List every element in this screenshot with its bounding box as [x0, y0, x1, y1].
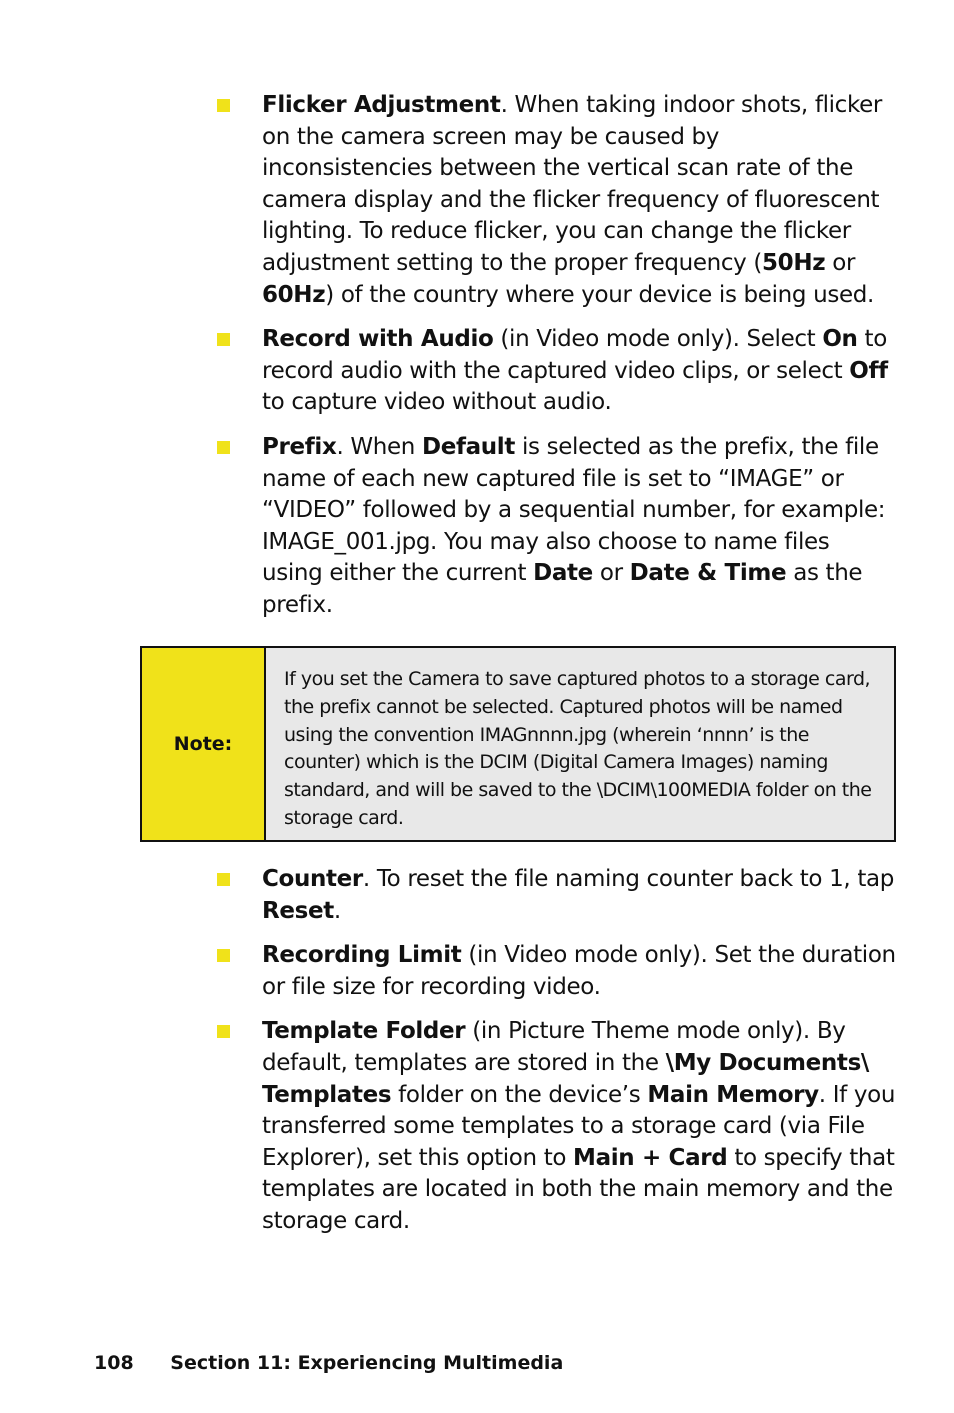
square-bullet-icon	[217, 949, 230, 962]
text-run: or	[825, 249, 856, 276]
text-run: (in Video mode only). Select	[493, 326, 823, 353]
note-label-cell	[142, 648, 266, 840]
bullet-item-text	[262, 1018, 895, 1234]
bullet-item-text	[262, 866, 894, 924]
bold-term: Main + Card	[573, 1144, 728, 1171]
bold-term: Template Folder	[262, 1018, 466, 1045]
square-bullet-icon	[217, 333, 230, 346]
text-run: to capture video without audio.	[262, 389, 612, 416]
text-run: is selected as the prefix, the file name of each new captured file is set to “IMAGE” or “VIDEO” followed by a sequential number, for example: IMAGE_001.jpg. You may also choose to name files using either the current	[262, 433, 886, 587]
bullet-item	[0, 1016, 954, 1237]
bullet-item	[0, 324, 954, 419]
text-run: (in Picture Theme mode only). By default, templates are stored in the	[262, 1018, 846, 1076]
note-box	[140, 646, 896, 842]
bold-term: Date	[533, 560, 593, 587]
bold-term: Record with Audio	[262, 326, 494, 353]
text-run: (in Video mode only). Set the duration or file size for recording video.	[262, 942, 896, 1000]
square-bullet-icon	[217, 441, 230, 454]
bold-term: 50Hz	[762, 249, 826, 276]
text-run: or	[592, 560, 630, 587]
bullet-item	[0, 940, 954, 1003]
bold-term: 60Hz	[262, 281, 326, 308]
bold-term: Reset	[262, 897, 334, 924]
bullet-item	[0, 864, 954, 927]
bold-term: Counter	[262, 866, 363, 892]
bold-term: \My Documents\ Templates	[262, 1049, 869, 1108]
bullet-item-text	[262, 434, 885, 618]
text-run: . When taking indoor shots, flicker on the camera screen may be caused by inconsistencies between the vertical scan rate of the camera display and the flicker frequency of fluorescent lighting. To reduce flicker, you can change the flicker adjustment setting to the proper frequency (	[262, 92, 882, 276]
text-run: as the prefix.	[262, 560, 863, 618]
text-run: .	[333, 897, 341, 924]
note-body-cell	[266, 648, 894, 840]
square-bullet-icon	[217, 1025, 230, 1038]
bold-term: Off	[849, 357, 888, 384]
note-text: If you set the Camera to save captured photos to a storage card, the prefix cannot be selected. Captured photos will be named using the convention IMAGnnnn.jpg (wherein ‘nnnn’ is the counter) which is the DCIM (Digital Camera Images) naming standard, and will be saved to the \DCIM\100MEDIA folder on the storage card.	[284, 668, 872, 829]
bullet-item-text	[262, 326, 888, 415]
page-number: 108	[94, 1352, 134, 1374]
text-run: to record audio with the captured video clips, or select	[262, 326, 887, 384]
text-run: to specify that templates are located in both the main memory and the storage card.	[262, 1144, 895, 1234]
text-run: folder on the device’s	[391, 1081, 648, 1108]
square-bullet-icon	[217, 873, 230, 886]
bullet-item	[0, 90, 954, 311]
page-footer	[94, 1352, 563, 1374]
bold-term: Recording Limit	[262, 942, 462, 969]
text-run: ) of the country where your device is being used.	[325, 281, 874, 308]
note-label: Note:	[173, 733, 233, 755]
text-run: . When	[336, 433, 422, 460]
bold-term: Flicker Adjustment	[262, 92, 501, 118]
bullet-item-text	[262, 942, 896, 1000]
section-title: Section 11: Experiencing Multimedia	[170, 1352, 564, 1374]
bullet-item-text	[262, 92, 882, 308]
bold-term: Date & Time	[629, 560, 787, 587]
bullet-item	[0, 432, 954, 622]
text-run: . If you transferred some templates to a storage card (via File Explorer), set this option to	[262, 1081, 896, 1171]
settings-list-top	[0, 90, 954, 635]
bold-term: Default	[421, 433, 515, 460]
settings-list-bottom	[0, 864, 954, 1251]
bold-term: Prefix	[262, 433, 337, 460]
square-bullet-icon	[217, 99, 230, 112]
text-run: . To reset the file naming counter back to 1, tap	[362, 866, 894, 892]
bold-term: On	[822, 326, 858, 353]
bold-term: Main Memory	[647, 1081, 819, 1108]
